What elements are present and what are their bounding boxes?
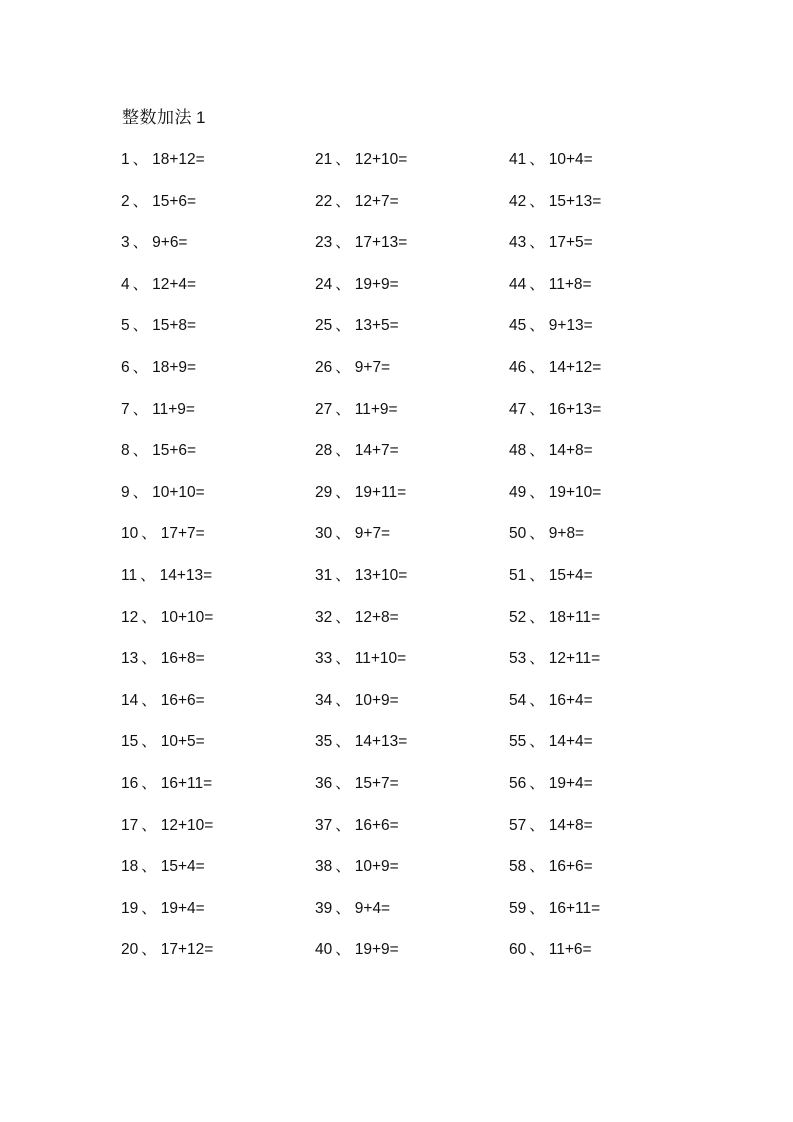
problem-item (509, 315, 703, 337)
problem-item (315, 440, 509, 462)
problem-separator: 、 (529, 234, 545, 252)
problem-expression: 14+7= (354, 442, 399, 460)
problem-number: 24 (315, 275, 333, 293)
problem-number: 25 (315, 317, 333, 335)
problem-number: 42 (509, 192, 527, 210)
problem-expression: 16+13= (548, 400, 602, 418)
problem-expression: 9+4= (354, 899, 391, 917)
problem-item (315, 523, 509, 545)
problem-expression: 13+10= (354, 566, 408, 584)
problem-expression: 10+5= (160, 733, 205, 751)
problem-item (315, 607, 509, 629)
problem-separator: 、 (335, 151, 351, 168)
problem-expression: 11+9= (354, 400, 398, 418)
problem-separator: 、 (335, 525, 351, 543)
problem-number: 10 (121, 525, 139, 543)
problem-expression: 12+7= (354, 192, 399, 210)
page-title (122, 103, 206, 128)
problem-expression: 17+13= (354, 234, 408, 252)
problem-expression: 16+4= (548, 691, 593, 709)
problem-separator: 、 (132, 358, 149, 376)
problem-separator: 、 (335, 816, 351, 834)
problem-expression: 9+6= (152, 234, 188, 252)
problem-expression: 9+7= (354, 525, 391, 543)
problem-expression: 14+13= (354, 733, 408, 751)
problem-number: 3 (121, 234, 130, 252)
problem-expression: 10+9= (354, 858, 399, 876)
problem-separator: 、 (132, 234, 149, 252)
problem-item (509, 149, 703, 171)
problem-expression: 14+12= (548, 358, 602, 376)
problem-item (509, 440, 703, 462)
problem-item (315, 690, 509, 712)
problem-number: 33 (315, 650, 333, 668)
problem-item (121, 939, 315, 961)
problem-expression: 14+8= (548, 816, 593, 834)
problem-number: 1 (121, 151, 130, 168)
problem-expression: 17+7= (160, 525, 205, 543)
problem-expression: 18+12= (152, 151, 205, 168)
problem-separator: 、 (141, 608, 157, 626)
problem-number: 40 (315, 941, 333, 959)
problem-number: 56 (509, 774, 527, 792)
problem-number: 22 (315, 192, 333, 210)
problem-separator: 、 (529, 317, 545, 335)
problem-item (121, 274, 315, 296)
problem-item (509, 523, 703, 545)
problem-item (315, 357, 509, 379)
problem-item (315, 149, 509, 171)
problem-separator: 、 (141, 774, 157, 792)
problem-expression: 11+8= (548, 275, 592, 293)
problem-item (315, 191, 509, 213)
problem-separator: 、 (529, 442, 545, 460)
problem-separator: 、 (335, 400, 351, 418)
problem-number: 8 (121, 442, 130, 460)
problem-expression: 12+4= (152, 275, 197, 293)
problem-expression: 11+10= (354, 650, 407, 668)
problem-expression: 9+8= (548, 525, 585, 543)
problem-item (509, 773, 703, 795)
problem-number: 53 (509, 650, 527, 668)
problem-number: 45 (509, 317, 527, 335)
problem-separator: 、 (529, 400, 545, 418)
problem-number: 47 (509, 400, 527, 418)
problem-number: 9 (121, 483, 130, 501)
problem-expression: 19+9= (354, 275, 399, 293)
problem-item (121, 856, 315, 878)
problem-separator: 、 (140, 566, 156, 584)
title-number: 1 (196, 108, 206, 127)
problem-number: 60 (509, 941, 527, 959)
problem-separator: 、 (141, 941, 157, 959)
problem-number: 31 (315, 566, 333, 584)
problem-separator: 、 (132, 400, 149, 418)
problem-item (121, 315, 315, 337)
problem-item (315, 731, 509, 753)
problem-separator: 、 (141, 816, 157, 834)
problem-expression: 15+6= (152, 192, 197, 210)
problem-separator: 、 (335, 858, 351, 876)
problem-item (509, 232, 703, 254)
problem-item (121, 191, 315, 213)
problem-number: 32 (315, 608, 333, 626)
problem-separator: 、 (529, 774, 545, 792)
problem-number: 28 (315, 442, 333, 460)
problem-expression: 18+11= (548, 608, 601, 626)
problem-separator: 、 (335, 774, 351, 792)
problem-number: 18 (121, 858, 139, 876)
problem-number: 6 (121, 358, 130, 376)
problem-expression: 15+6= (152, 442, 197, 460)
problem-expression: 16+6= (160, 691, 205, 709)
problem-item (121, 565, 315, 587)
problem-item (509, 274, 703, 296)
problem-separator: 、 (141, 650, 157, 668)
problem-number: 37 (315, 816, 333, 834)
problem-expression: 15+4= (548, 566, 593, 584)
problem-item (315, 315, 509, 337)
problem-number: 26 (315, 358, 333, 376)
problem-number: 58 (509, 858, 527, 876)
problem-expression: 12+10= (160, 816, 214, 834)
problem-expression: 15+7= (354, 774, 399, 792)
problem-item (315, 898, 509, 920)
problem-number: 15 (121, 733, 139, 751)
problem-number: 5 (121, 317, 130, 335)
problem-separator: 、 (335, 566, 351, 584)
problem-expression: 19+4= (160, 899, 205, 917)
problem-item (315, 939, 509, 961)
problem-separator: 、 (132, 317, 149, 335)
problem-separator: 、 (132, 151, 149, 168)
problem-separator: 、 (141, 525, 157, 543)
problem-item (315, 773, 509, 795)
problem-separator: 、 (529, 816, 545, 834)
problem-number: 44 (509, 275, 527, 293)
problem-expression: 14+4= (548, 733, 593, 751)
problem-number: 34 (315, 691, 333, 709)
problem-number: 4 (121, 275, 130, 293)
problem-separator: 、 (335, 691, 351, 709)
problem-separator: 、 (132, 275, 149, 293)
problem-number: 38 (315, 858, 333, 876)
problem-separator: 、 (335, 234, 351, 252)
problem-separator: 、 (335, 608, 351, 626)
problem-expression: 12+8= (354, 608, 399, 626)
problem-expression: 10+9= (354, 691, 399, 709)
problem-number: 29 (315, 483, 333, 501)
problem-item (121, 898, 315, 920)
problem-separator: 、 (141, 858, 157, 876)
problem-expression: 15+8= (152, 317, 197, 335)
problem-number: 54 (509, 691, 527, 709)
problem-expression: 15+4= (160, 858, 205, 876)
problem-number: 52 (509, 608, 527, 626)
problem-separator: 、 (529, 899, 545, 917)
problem-item (509, 607, 703, 629)
problem-item (121, 523, 315, 545)
problem-expression: 12+10= (354, 151, 408, 168)
problem-number: 43 (509, 234, 527, 252)
problem-separator: 、 (132, 442, 149, 460)
problem-number: 11 (121, 566, 138, 584)
problem-item (509, 648, 703, 670)
problem-separator: 、 (335, 275, 351, 293)
problem-expression: 16+11= (160, 774, 213, 792)
problem-separator: 、 (335, 317, 351, 335)
problem-item (509, 898, 703, 920)
problem-item (121, 399, 315, 421)
problem-item (315, 856, 509, 878)
problem-number: 27 (315, 400, 333, 418)
problem-separator: 、 (335, 442, 351, 460)
problem-number: 2 (121, 192, 130, 210)
problem-expression: 18+9= (152, 358, 197, 376)
problem-item (509, 191, 703, 213)
problem-item (315, 648, 509, 670)
problem-item (315, 482, 509, 504)
problem-item (121, 690, 315, 712)
problem-number: 49 (509, 483, 527, 501)
problem-grid (121, 149, 703, 981)
problem-item (121, 648, 315, 670)
problem-expression: 17+12= (160, 941, 214, 959)
problem-item (509, 939, 703, 961)
problem-number: 55 (509, 733, 527, 751)
problem-item (509, 357, 703, 379)
problem-number: 35 (315, 733, 333, 751)
problem-separator: 、 (132, 192, 149, 210)
problem-separator: 、 (335, 192, 351, 210)
problem-number: 48 (509, 442, 527, 460)
problem-expression: 17+5= (548, 234, 593, 252)
problem-separator: 、 (529, 650, 545, 668)
problem-number: 17 (121, 816, 139, 834)
problem-item (121, 482, 315, 504)
problem-separator: 、 (335, 899, 351, 917)
problem-item (315, 274, 509, 296)
problem-expression: 10+10= (152, 483, 205, 501)
problem-separator: 、 (529, 483, 545, 501)
problem-item (121, 773, 315, 795)
problem-separator: 、 (335, 941, 351, 959)
problem-separator: 、 (335, 483, 351, 501)
problem-item (315, 399, 509, 421)
problem-separator: 、 (529, 566, 545, 584)
problem-separator: 、 (529, 941, 545, 959)
problem-expression: 15+13= (548, 192, 602, 210)
problem-separator: 、 (132, 483, 149, 501)
problem-item (509, 565, 703, 587)
problem-item (121, 357, 315, 379)
title-text: 整数加法 (122, 108, 192, 127)
problem-separator: 、 (529, 858, 545, 876)
problem-expression: 14+8= (548, 442, 593, 460)
problem-separator: 、 (529, 358, 545, 376)
problem-expression: 19+11= (354, 483, 407, 501)
problem-expression: 11+9= (152, 400, 195, 418)
problem-separator: 、 (141, 733, 157, 751)
problem-separator: 、 (529, 608, 545, 626)
problem-separator: 、 (141, 899, 157, 917)
problem-expression: 19+4= (548, 774, 593, 792)
problem-number: 23 (315, 234, 333, 252)
problem-item (509, 815, 703, 837)
problem-expression: 16+6= (548, 858, 593, 876)
problem-number: 21 (315, 151, 333, 168)
problem-expression: 16+6= (354, 816, 399, 834)
problem-number: 16 (121, 774, 139, 792)
problem-number: 12 (121, 608, 139, 626)
problem-item (509, 399, 703, 421)
problem-separator: 、 (529, 691, 545, 709)
problem-separator: 、 (529, 275, 545, 293)
problem-number: 51 (509, 566, 527, 584)
problem-expression: 9+13= (548, 317, 593, 335)
problem-expression: 13+5= (354, 317, 399, 335)
problem-expression: 16+11= (548, 899, 601, 917)
problem-number: 59 (509, 899, 527, 917)
problem-expression: 19+10= (548, 483, 602, 501)
problem-item (121, 607, 315, 629)
problem-number: 19 (121, 899, 139, 917)
problem-expression: 19+9= (354, 941, 399, 959)
problem-item (315, 565, 509, 587)
problem-item (121, 149, 315, 171)
problem-separator: 、 (141, 691, 157, 709)
problem-item (509, 731, 703, 753)
problem-number: 7 (121, 400, 130, 418)
problem-number: 50 (509, 525, 527, 543)
problem-item (121, 815, 315, 837)
problem-number: 30 (315, 525, 333, 543)
problem-number: 46 (509, 358, 527, 376)
problem-separator: 、 (529, 733, 545, 751)
problem-expression: 12+11= (548, 650, 601, 668)
problem-expression: 16+8= (160, 650, 205, 668)
problem-expression: 14+13= (159, 566, 213, 584)
problem-number: 41 (509, 151, 527, 168)
problem-separator: 、 (529, 151, 545, 168)
problem-item (121, 731, 315, 753)
problem-item (121, 232, 315, 254)
problem-separator: 、 (335, 733, 351, 751)
problem-item (509, 856, 703, 878)
problem-item (121, 440, 315, 462)
problem-separator: 、 (335, 650, 351, 668)
problem-item (315, 815, 509, 837)
problem-expression: 10+4= (548, 151, 593, 168)
problem-item (315, 232, 509, 254)
problem-item (509, 690, 703, 712)
problem-number: 36 (315, 774, 333, 792)
problem-expression: 9+7= (354, 358, 391, 376)
problem-expression: 10+10= (160, 608, 214, 626)
problem-separator: 、 (335, 358, 351, 376)
problem-number: 13 (121, 650, 139, 668)
problem-number: 20 (121, 941, 139, 959)
problem-number: 57 (509, 816, 527, 834)
problem-separator: 、 (529, 192, 545, 210)
problem-separator: 、 (529, 525, 545, 543)
problem-number: 39 (315, 899, 333, 917)
problem-item (509, 482, 703, 504)
problem-number: 14 (121, 691, 139, 709)
problem-expression: 11+6= (548, 941, 592, 959)
